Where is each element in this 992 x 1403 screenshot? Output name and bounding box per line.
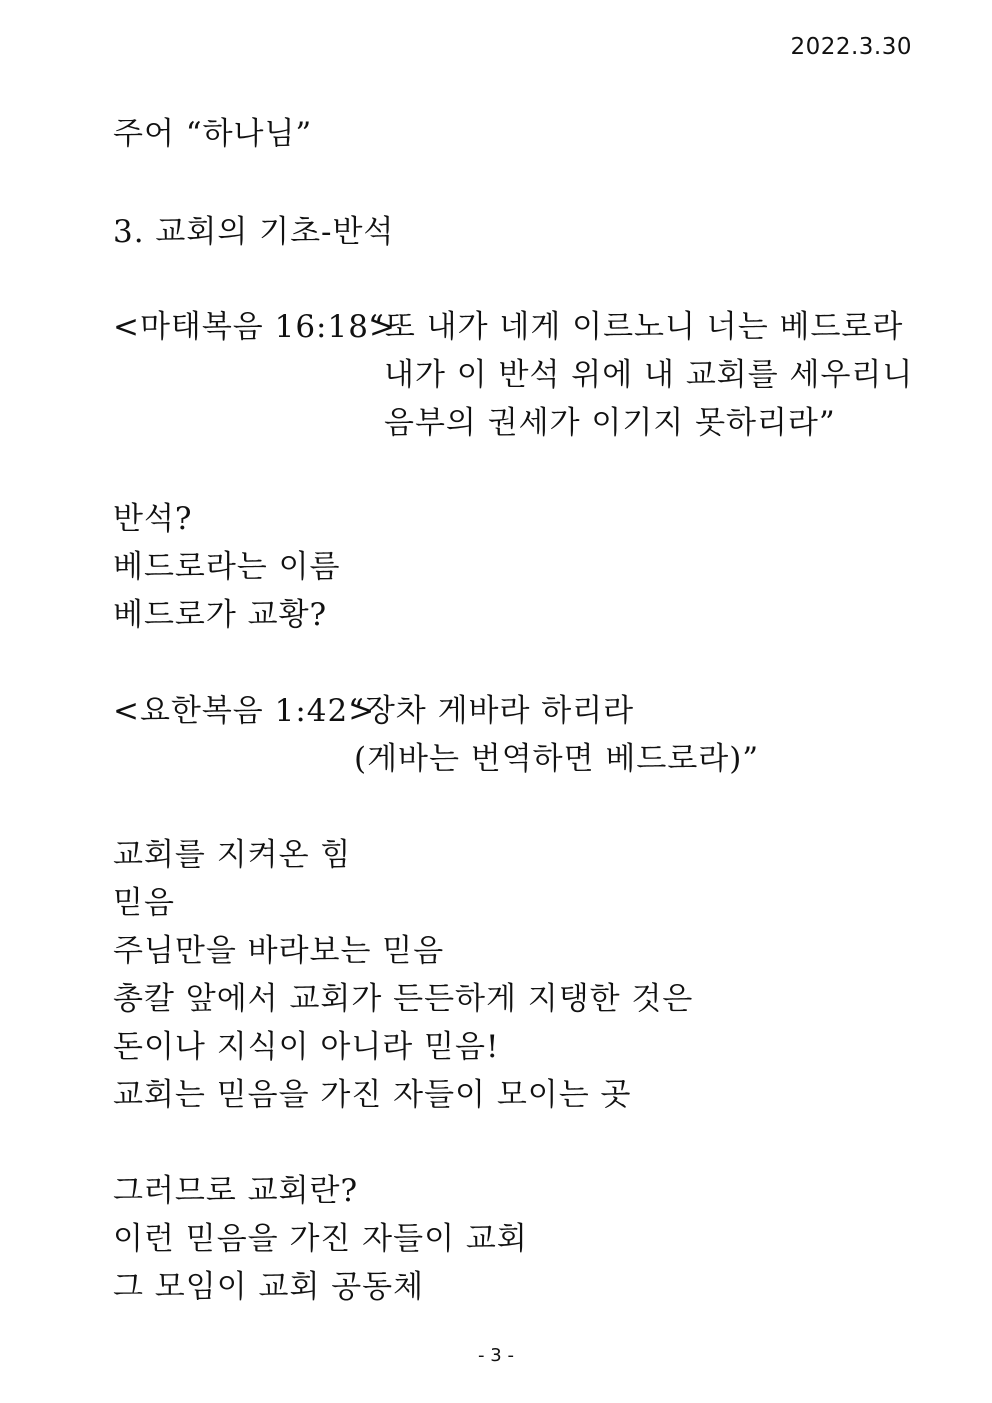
- faith-line: 돈이나 지식이 아니라 믿음!: [113, 1029, 500, 1065]
- section-heading: 3. 교회의 기초-반석: [113, 214, 395, 250]
- page-number: - 3 -: [478, 1345, 514, 1366]
- question-line: 베드로라는 이름: [113, 549, 341, 585]
- conclusion-line: 그 모임이 교회 공동체: [113, 1269, 425, 1305]
- conclusion-line: 그러므로 교회란?: [113, 1173, 359, 1209]
- faith-line: 총칼 앞에서 교회가 든든하게 지탱한 것은: [113, 981, 694, 1017]
- question-line: 베드로가 교황?: [113, 597, 328, 633]
- document-date: 2022.3.30: [790, 34, 912, 60]
- subject-line: 주어 “하나님”: [113, 116, 313, 152]
- faith-line: 교회를 지켜온 힘: [113, 837, 352, 873]
- quote1-line2: 내가 이 반석 위에 내 교회를 세우리니: [384, 357, 914, 393]
- quote1-line3: 음부의 권세가 이기지 못하리라”: [384, 405, 836, 441]
- quote1-line1: “또 내가 네게 이르노니 너는 베드로라: [368, 309, 904, 345]
- quote2-ref: <요한복음 1:42>: [113, 693, 376, 729]
- quote2-line1: “장차 게바라 하리라: [348, 693, 635, 729]
- quote1-ref: <마태복음 16:18>: [113, 309, 396, 345]
- faith-line: 교회는 믿음을 가진 자들이 모이는 곳: [113, 1077, 632, 1113]
- faith-line: 주님만을 바라보는 믿음: [113, 933, 445, 969]
- conclusion-line: 이런 믿음을 가진 자들이 교회: [113, 1221, 528, 1257]
- quote2-line2: (게바는 번역하면 베드로라)”: [354, 741, 760, 777]
- faith-line: 믿음: [113, 885, 175, 921]
- question-line: 반석?: [113, 501, 193, 537]
